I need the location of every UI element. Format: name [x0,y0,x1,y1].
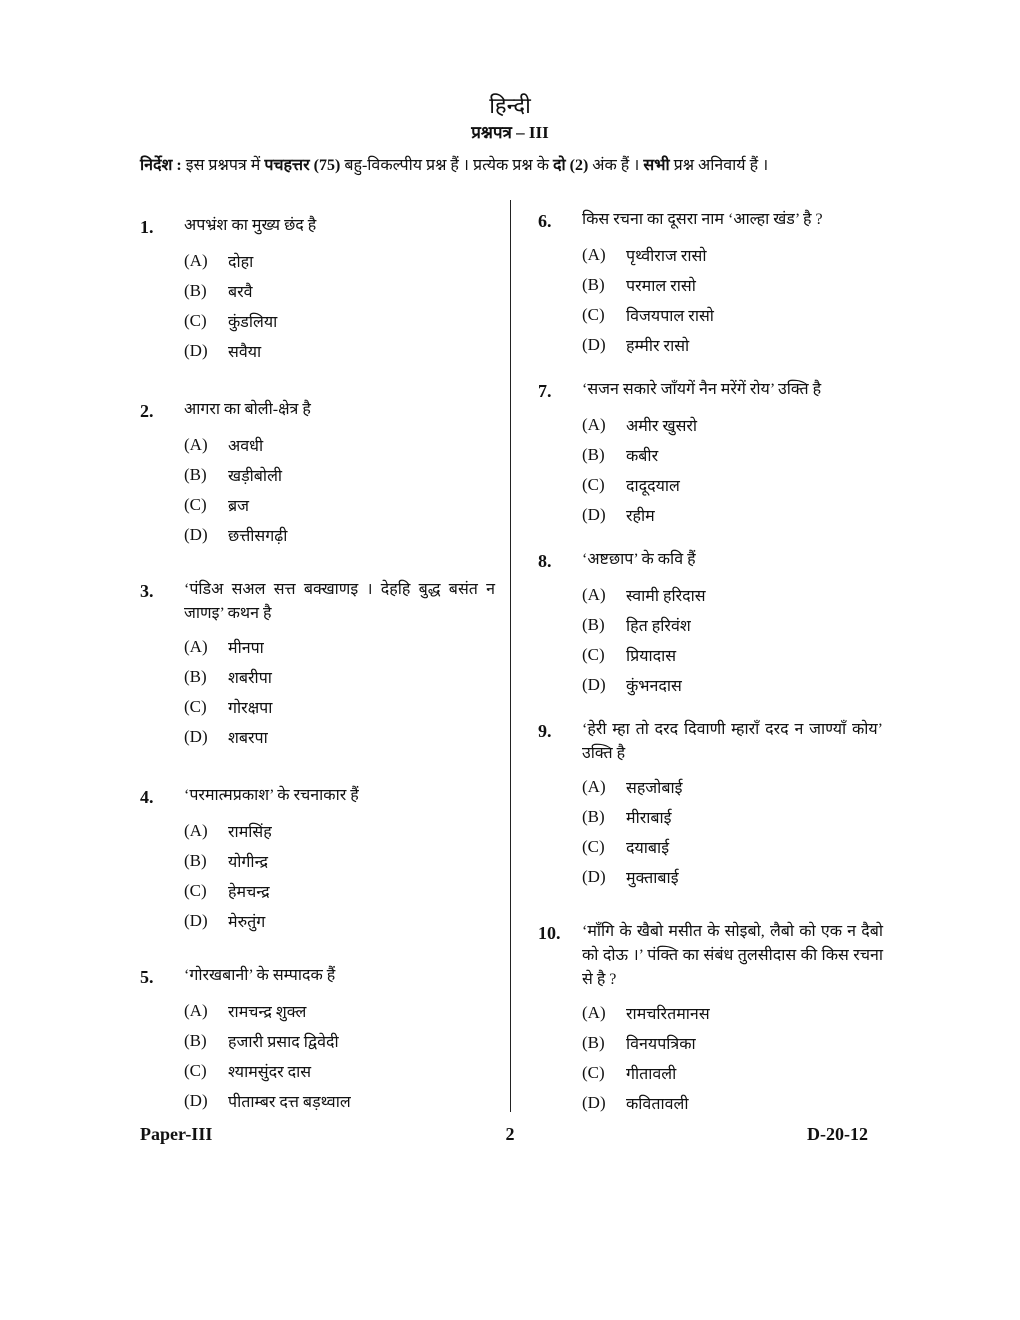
page-title: हिन्दी [489,93,531,118]
question-number: 10. [538,923,561,943]
option-b [582,1028,883,1058]
option-text: अवधी [228,438,264,455]
option-d [582,670,883,700]
question-number: 9. [538,721,552,741]
option-c [184,876,495,906]
option-text: हजारी प्रसाद द्विवेदी [228,1034,339,1051]
question-1 [140,214,495,366]
option-d [582,1088,883,1118]
option-label: (A) [582,245,606,264]
option-a [184,996,495,1026]
question-number: 1. [140,217,154,237]
option-label: (A) [582,1003,606,1022]
option-text: पृथ्वीराज रासो [626,248,707,265]
option-label: (C) [582,645,605,664]
option-label: (B) [582,615,605,634]
option-text: प्रियादास [626,648,677,665]
option-c [184,1056,495,1086]
option-a [582,410,883,440]
option-text: रामचरितमानस [626,1006,710,1023]
option-label: (D) [582,505,606,524]
option-label: (A) [184,1001,208,1020]
option-text: मीराबाई [626,810,672,827]
option-label: (D) [582,675,606,694]
question-number: 7. [538,381,552,401]
question-text: ‘हेरी म्हा तो दरद दिवाणी म्हारॉं दरद न जाण्यॉं कोय’ उक्ति है [582,721,883,762]
option-b [184,1026,495,1056]
option-text: पीताम्बर दत्त बड़थ्वाल [228,1094,351,1111]
question-number: 5. [140,967,154,987]
option-text: हम्मीर रासो [626,338,690,355]
option-label: (A) [184,821,208,840]
option-c [184,692,495,722]
page-number: 2 [505,1124,515,1144]
option-d [184,520,495,550]
option-text: कुंभनदास [626,678,682,695]
question-number: 8. [538,551,552,571]
option-text: गीतावली [626,1066,677,1083]
option-a [184,632,495,662]
option-c [582,300,883,330]
option-label: (D) [184,911,208,930]
option-text: विनयपत्रिका [626,1036,696,1053]
option-text: ब्रज [228,498,250,515]
option-label: (B) [184,281,207,300]
option-b [582,440,883,470]
option-text: गोरक्षपा [228,700,273,717]
option-label: (D) [184,341,208,360]
question-2 [140,398,495,550]
option-text: श्यामसुंदर दास [228,1064,312,1081]
option-text: सहजोबाई [626,780,683,797]
option-b [582,610,883,640]
option-label: (B) [184,465,207,484]
question-text: ‘परमात्मप्रकाश’ के रचनाकार हैं [184,787,359,804]
option-a [184,246,495,276]
option-label: (D) [582,1093,606,1112]
option-c [582,832,883,862]
question-text: ‘अष्टछाप’ के कवि हैं [582,551,696,568]
option-label: (B) [582,1033,605,1052]
option-d [582,500,883,530]
option-label: (C) [582,1063,605,1082]
question-number: 3. [140,581,154,601]
instructions-all: सभी [643,157,670,174]
option-d [184,906,495,936]
question-text: ‘सजन सकारे जाँयगें नैन मरेंगें रोय’ उक्ति है [582,381,822,398]
option-label: (D) [184,1091,208,1110]
option-c [582,470,883,500]
option-label: (A) [184,251,208,270]
question-9 [538,718,883,892]
question-6 [538,208,883,360]
option-label: (C) [582,837,605,856]
option-text: छत्तीसगढ़ी [228,528,288,545]
option-text: विजयपाल रासो [626,308,714,325]
question-5 [140,964,495,1116]
option-text: रामसिंह [228,824,272,841]
option-c [582,1058,883,1088]
option-text: परमाल रासो [626,278,696,295]
instructions-text: अंक हैं । [588,157,644,174]
instructions-count: पचहत्तर (75) [264,157,341,174]
question-4 [140,784,495,936]
option-label: (B) [184,667,207,686]
question-text: किस रचना का दूसरा नाम ‘आल्हा खंड’ है ? [582,211,823,228]
question-text: आगरा का बोली-क्षेत्र है [184,401,311,418]
question-number: 6. [538,211,552,231]
option-text: अमीर खुसरो [626,418,698,435]
option-text: कबीर [626,448,659,465]
instructions-marks: दो (2) [553,157,589,174]
option-label: (A) [582,777,606,796]
option-text: दादूदयाल [626,478,680,495]
option-text: हेमचन्द्र [228,884,270,901]
option-text: शबरपा [228,730,268,747]
option-a [184,430,495,460]
question-text: अपभ्रंश का मुख्य छंद है [184,217,317,234]
option-label: (D) [184,727,208,746]
option-text: हित हरिवंश [626,618,691,635]
option-text: मुक्ताबाई [626,870,679,887]
option-label: (C) [184,697,207,716]
question-3 [140,578,495,752]
option-b [582,270,883,300]
option-label: (D) [582,867,606,886]
footer-code: D-20-12 [807,1124,868,1144]
option-a [184,816,495,846]
option-text: सवैया [228,344,262,361]
option-label: (C) [582,305,605,324]
option-label: (C) [184,495,207,514]
paper-subtitle: प्रश्नपत्र – III [471,123,549,142]
option-label: (C) [184,311,207,330]
option-label: (A) [184,637,208,656]
option-text: रामचन्द्र शुक्ल [228,1004,307,1021]
option-d [582,862,883,892]
option-b [184,662,495,692]
option-label: (C) [184,881,207,900]
option-label: (C) [582,475,605,494]
footer-paper-label: Paper-III [140,1124,213,1144]
option-label: (A) [184,435,208,454]
option-text: योगीन्द्र [228,854,269,871]
option-a [582,240,883,270]
option-text: स्वामी हरिदास [626,588,706,605]
column-divider [510,200,511,1112]
instructions-text: इस प्रश्नपत्र में [181,157,265,174]
option-text: रहीम [626,508,655,525]
option-text: शबरीपा [228,670,272,687]
option-label: (B) [184,1031,207,1050]
instructions-text: बहु-विकल्पीय प्रश्न हैं । प्रत्येक प्रश्न के [340,157,553,174]
option-text: दयाबाई [626,840,670,857]
option-text: कवितावली [626,1096,689,1113]
option-text: खड़ीबोली [228,468,283,485]
option-label: (C) [184,1061,207,1080]
question-10 [538,920,883,1118]
option-c [184,306,495,336]
instructions-label: निर्देश : [140,157,182,174]
option-b [184,276,495,306]
option-a [582,580,883,610]
instructions-text: प्रश्न अनिवार्य हैं । [669,157,769,174]
option-label: (B) [582,445,605,464]
option-label: (B) [184,851,207,870]
option-label: (A) [582,415,606,434]
option-text: बरवै [228,284,253,301]
question-7 [538,378,883,530]
option-a [582,772,883,802]
option-label: (B) [582,807,605,826]
option-a [582,998,883,1028]
option-label: (A) [582,585,606,604]
option-text: मीनपा [228,640,264,657]
option-b [184,846,495,876]
option-b [184,460,495,490]
option-d [184,1086,495,1116]
option-label: (D) [582,335,606,354]
option-label: (B) [582,275,605,294]
option-label: (D) [184,525,208,544]
question-8 [538,548,883,700]
option-d [184,336,495,366]
option-c [184,490,495,520]
question-text: ‘गोरखबानी’ के सम्पादक हैं [184,967,336,984]
question-number: 4. [140,787,154,807]
option-d [184,722,495,752]
question-text: ‘पंडिअ सअल सत्त बक्खाणइ । देहहि बुद्ध बसंत न जाणइ’ कथन है [184,581,495,622]
instructions [140,154,932,178]
option-text: मेरुतुंग [228,914,266,931]
question-number: 2. [140,401,154,421]
question-text: ‘माँगि के खैबो मसीत के सोइबो, लैबो को एक न दैबो को दोऊ ।’ पंक्ति का संबंध तुलसीदास की किस रचना से है ? [582,923,883,988]
option-text: कुंडलिया [228,314,278,331]
option-c [582,640,883,670]
option-d [582,330,883,360]
option-text: दोहा [228,254,254,271]
option-b [582,802,883,832]
